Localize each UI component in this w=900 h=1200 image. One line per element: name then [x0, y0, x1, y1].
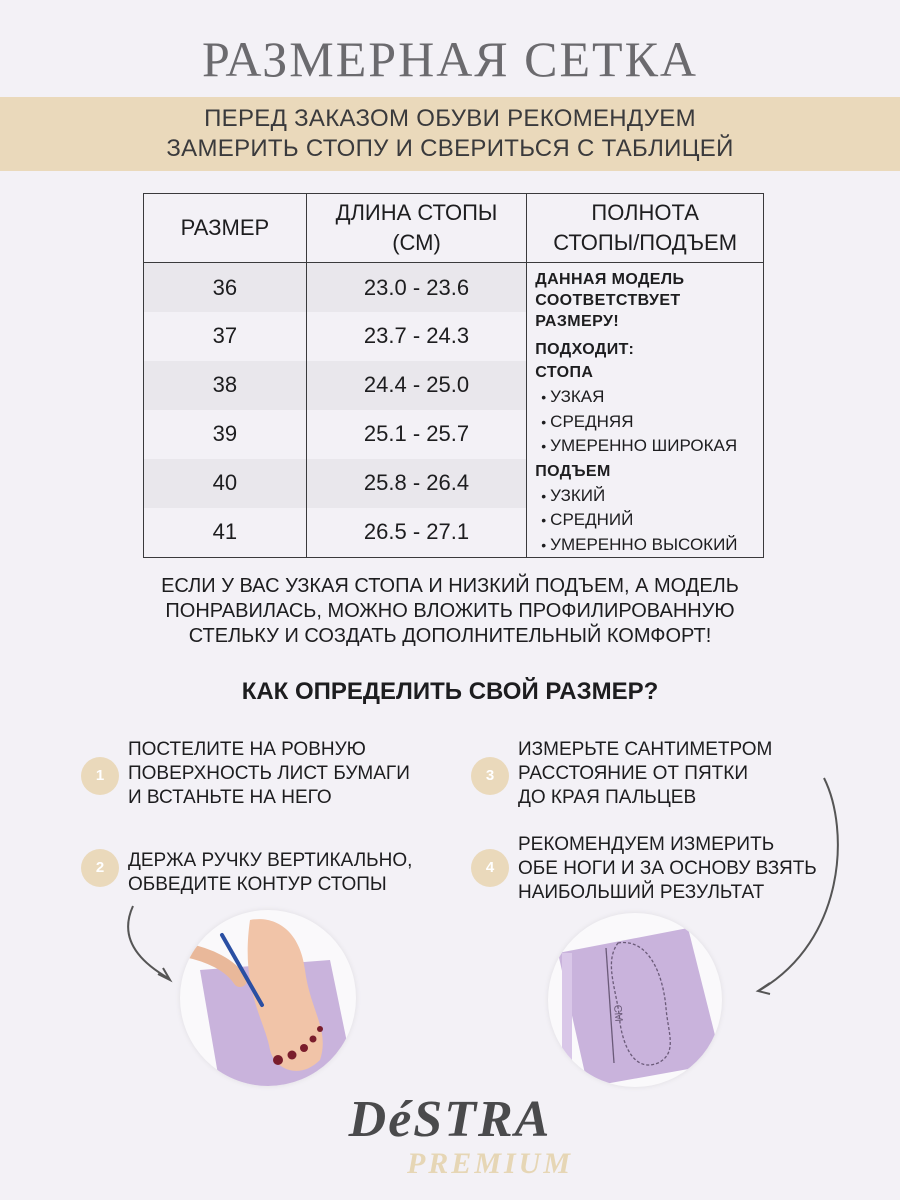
- fits-label: ПОДХОДИТ:: [535, 341, 635, 358]
- size-cell: 41: [144, 508, 307, 558]
- step-4-line-3: НАИБОЛЬШИЙ РЕЗУЛЬТАТ: [518, 882, 765, 903]
- bullet-icon: •: [541, 536, 547, 553]
- step-4-badge: 4: [471, 849, 509, 887]
- step-1-badge: 1: [81, 757, 119, 795]
- foot-measuring-image: [548, 913, 722, 1087]
- step-1-line-3: И ВСТАНЬТЕ НА НЕГО: [128, 787, 332, 808]
- foot-item-label: УЗКАЯ: [550, 387, 605, 406]
- foot-tracing-illustration: [180, 910, 356, 1086]
- step-3-line-2: РАССТОЯНИЕ ОТ ПЯТКИ: [518, 763, 749, 784]
- header-fullness-line-2: СТОПЫ/ПОДЪЕМ: [553, 230, 738, 255]
- banner-line-2: ЗАМЕРИТЬ СТОПУ И СВЕРИТЬСЯ С ТАБЛИЦЕЙ: [166, 135, 734, 162]
- instep-label: ПОДЪЕМ: [535, 462, 611, 480]
- foot-tracing-image: [180, 910, 356, 1086]
- step-4-line-1: РЕКОМЕНДУЕМ ИЗМЕРИТЬ: [518, 834, 775, 855]
- header-fullness-line-1: ПОЛНОТА: [591, 200, 699, 225]
- header-size-label: РАЗМЕР: [180, 215, 270, 240]
- header-length-line-1: ДЛИНА СТОПЫ: [335, 200, 498, 225]
- fit-note-line-3: РАЗМЕРУ!: [535, 313, 620, 330]
- step-2-badge: 2: [81, 849, 119, 887]
- note-line-2: ПОНРАВИЛАСЬ, МОЖНО ВЛОЖИТЬ ПРОФИЛИРОВАННУЮ: [165, 600, 735, 622]
- foot-label: СТОПА: [535, 364, 594, 381]
- bullet-icon: •: [541, 438, 547, 454]
- length-cell: 25.1 - 25.7: [306, 410, 527, 459]
- note-line-1: ЕСЛИ У ВАС УЗКАЯ СТОПА И НИЗКИЙ ПОДЪЕМ, А МОДЕЛЬ: [161, 575, 739, 597]
- arrow-right-icon: [758, 778, 838, 994]
- logo-sub: PREMIUM: [406, 1147, 574, 1180]
- length-cell: 24.4 - 25.0: [306, 361, 527, 410]
- step-3-badge: 3: [471, 757, 509, 795]
- brand-logo: [0, 1092, 900, 1180]
- instep-item-label: УЗКИЙ: [550, 485, 606, 505]
- bullet-icon: •: [541, 487, 547, 504]
- arrow-left-icon: [128, 906, 170, 980]
- length-cell: 25.8 - 26.4: [306, 459, 527, 508]
- bullet-icon: •: [541, 413, 547, 430]
- step-1-line-2: ПОВЕРХНОСТЬ ЛИСТ БУМАГИ: [128, 763, 410, 784]
- size-cell: 40: [144, 459, 307, 508]
- how-to-title: КАК ОПРЕДЕЛИТЬ СВОЙ РАЗМЕР?: [241, 678, 659, 705]
- header-length-line-2: (СМ): [392, 230, 441, 255]
- size-cell: 39: [144, 410, 307, 459]
- size-cell: 37: [144, 312, 307, 361]
- foot-item-label: УМЕРЕННО ШИРОКАЯ: [550, 436, 738, 455]
- length-cell: 26.5 - 27.1: [306, 508, 527, 558]
- length-cell: 23.7 - 24.3: [306, 312, 527, 361]
- step-4-line-2: ОБЕ НОГИ И ЗА ОСНОВУ ВЗЯТЬ: [518, 858, 817, 879]
- foot-item-label: СРЕДНЯЯ: [550, 411, 634, 431]
- bullet-icon: •: [541, 389, 547, 405]
- step-2-line-1: ДЕРЖА РУЧКУ ВЕРТИКАЛЬНО,: [128, 850, 413, 871]
- foot-measuring-illustration: [548, 913, 722, 1087]
- fit-note-line-1: ДАННАЯ МОДЕЛЬ: [535, 271, 685, 288]
- banner-line-1: ПЕРЕД ЗАКАЗОМ ОБУВИ РЕКОМЕНДУЕМ: [204, 105, 696, 132]
- instep-item-label: УМЕРЕННО ВЫСОКИЙ: [550, 534, 738, 554]
- note-line-3: СТЕЛЬКУ И СОЗДАТЬ ДОПОЛНИТЕЛЬНЫЙ КОМФОРТ!: [188, 625, 712, 647]
- size-cell: 36: [144, 263, 307, 313]
- instep-item-label: СРЕДНИЙ: [550, 510, 634, 529]
- step-3-line-1: ИЗМЕРЬТЕ САНТИМЕТРОМ: [518, 739, 773, 760]
- diagram-cm-label: СМ: [611, 1004, 625, 1023]
- page-title: РАЗМЕРНАЯ СЕТКА: [201, 31, 699, 87]
- fit-note-line-2: СООТВЕТСТВУЕТ: [535, 292, 681, 309]
- length-cell: 23.0 - 23.6: [306, 263, 527, 313]
- logo-main: DéSTRA: [348, 1091, 552, 1148]
- bullet-icon: •: [541, 512, 547, 528]
- step-2-line-2: ОБВЕДИТЕ КОНТУР СТОПЫ: [128, 874, 387, 895]
- step-1-line-1: ПОСТЕЛИТЕ НА РОВНУЮ: [128, 739, 366, 760]
- step-3-line-3: ДО КРАЯ ПАЛЬЦЕВ: [518, 787, 697, 808]
- size-cell: 38: [144, 361, 307, 410]
